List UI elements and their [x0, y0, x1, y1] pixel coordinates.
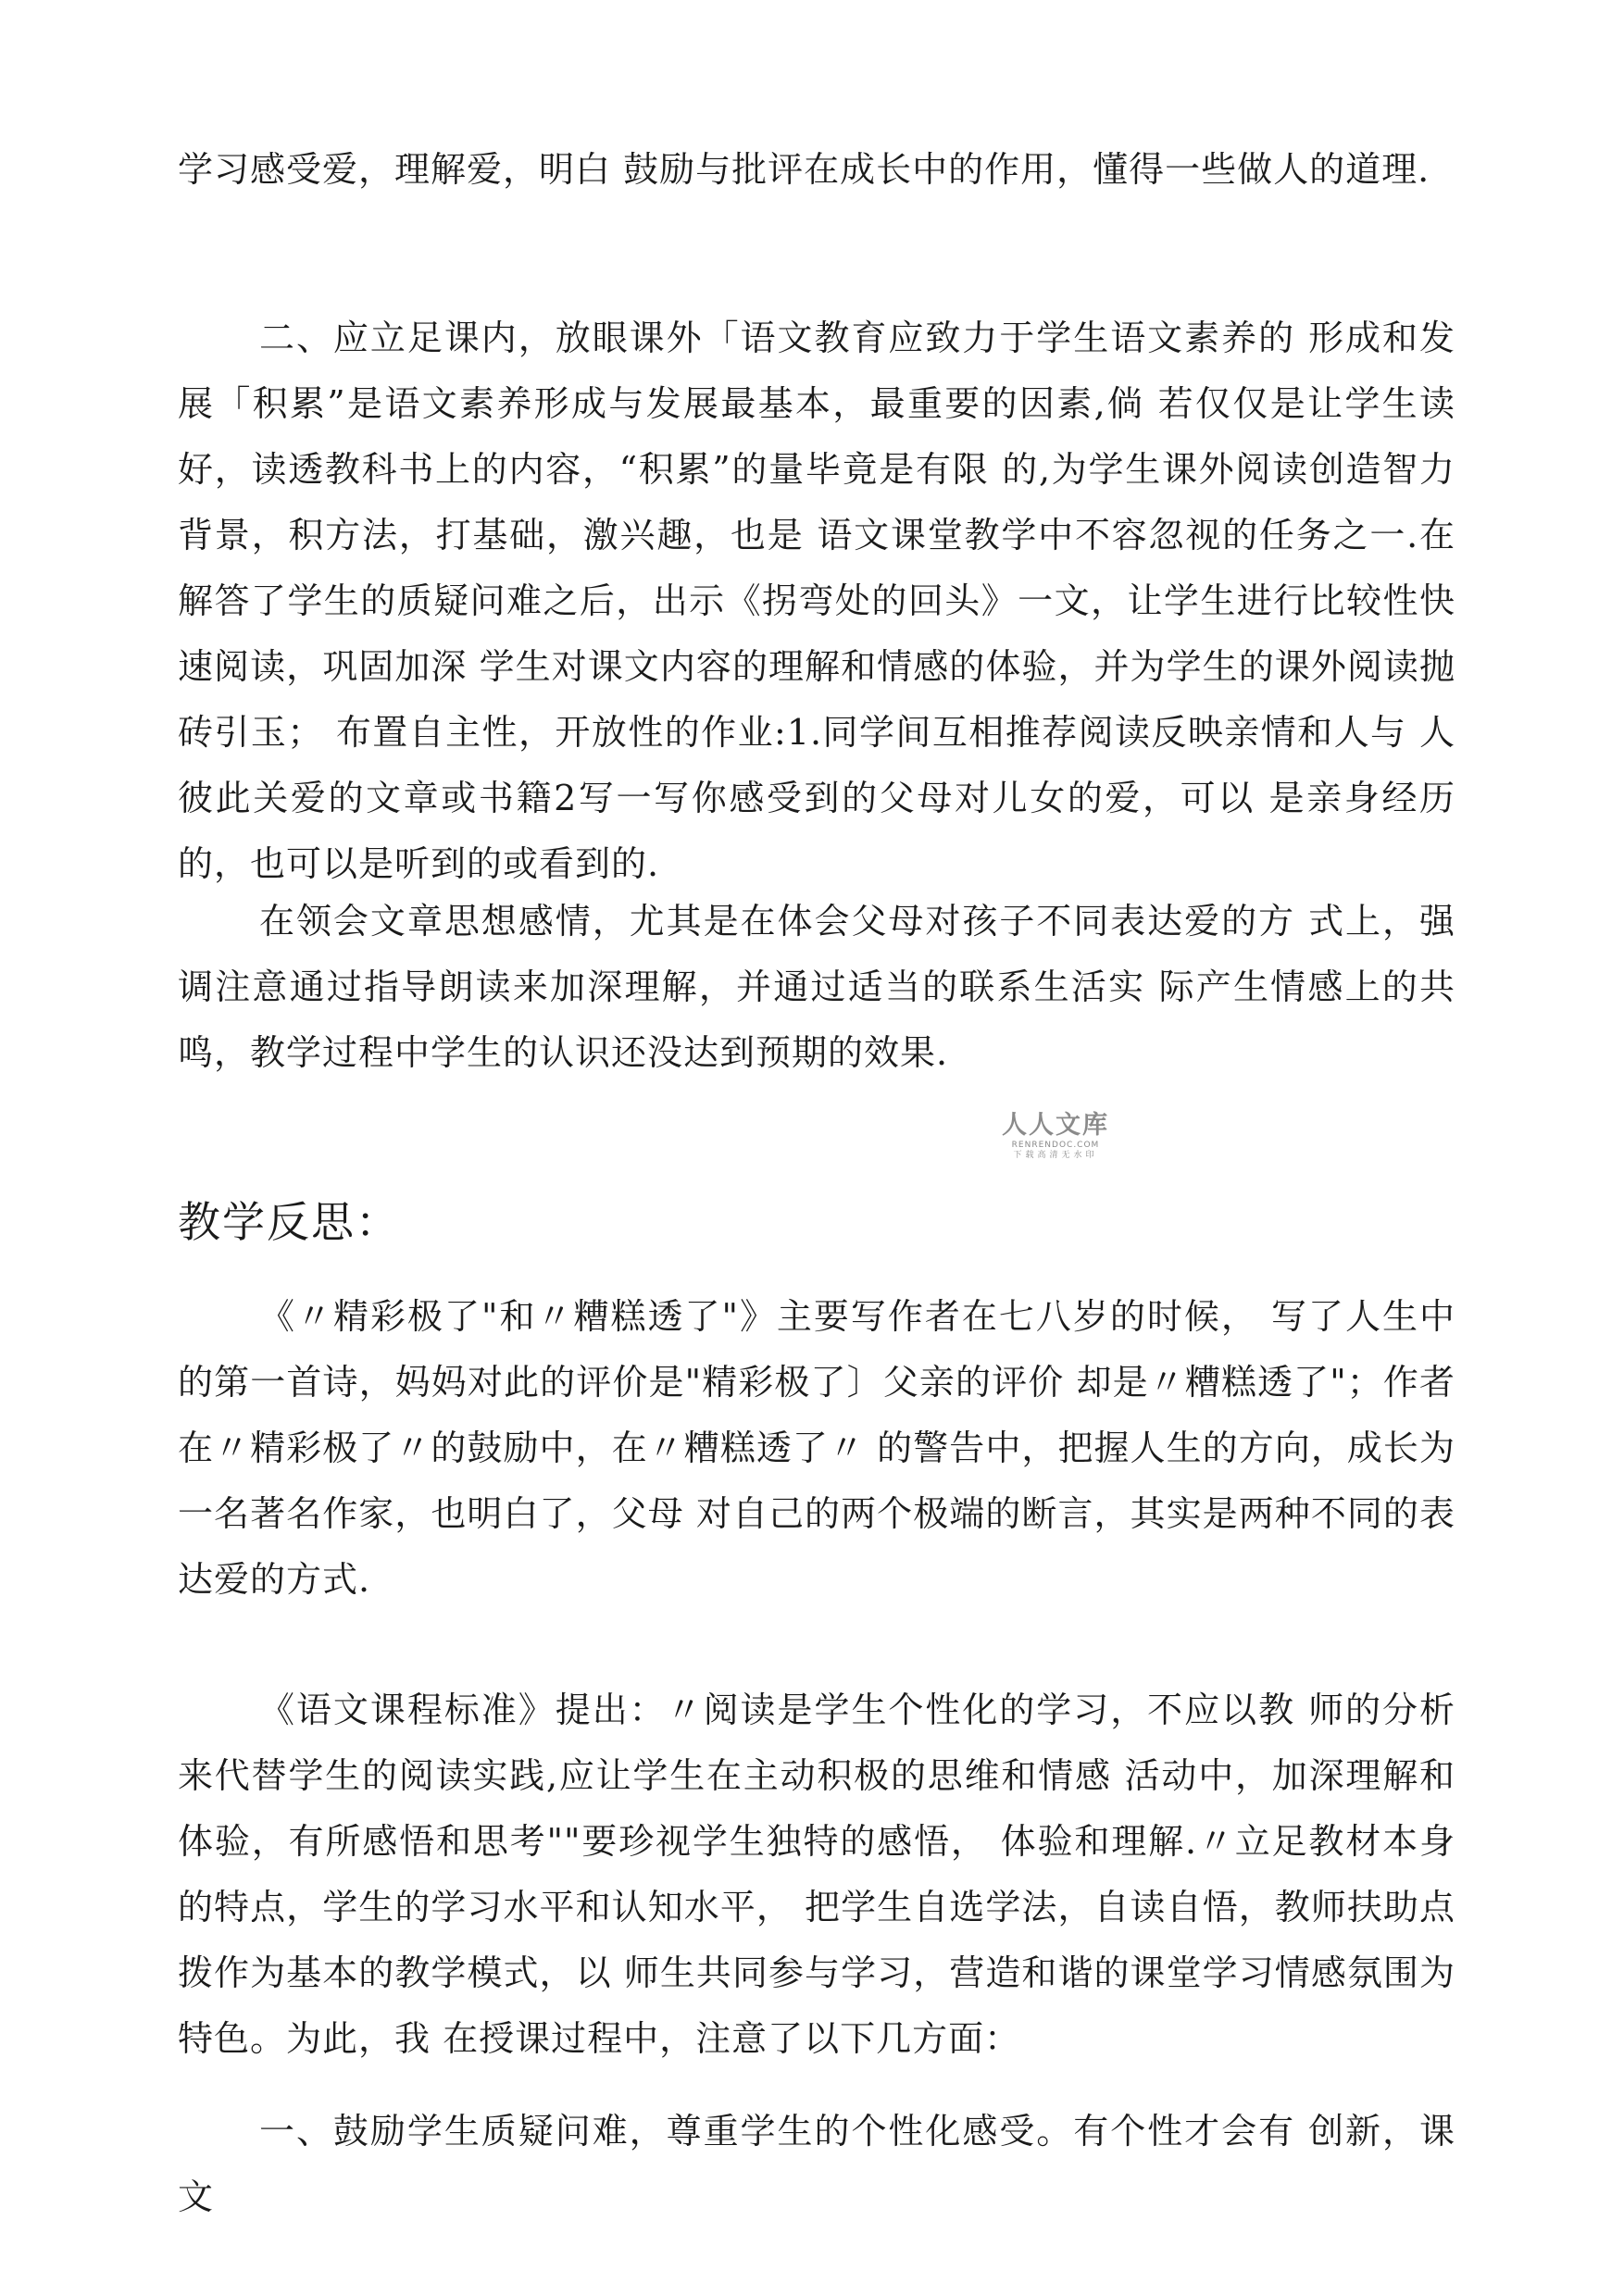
paragraph-1-block	[178, 137, 1455, 203]
watermark-logo	[991, 1111, 1120, 1161]
paragraph-2: 二、应立足课内，放眼课外「语文教育应致力于学生语文素养的 形成和发展「积累”是语文素养形成与发展最基本，最重要的因素,倘 若仅仅是让学生读好，读透教科书上的内容，“积累”的量毕竟是有限 的,为学生课外阅读创造智力背景，积方法，打基础，激兴趣，也是 语文课堂教学中不容忽视的任务之一.在解答了学生的质疑问难之后，出示《拐弯处的回头》一文，让学生进行比较性快速阅读，巩固加深 学生对课文内容的理解和情感的体验，并为学生的课外阅读抛砖引玉； 布置自主性，开放性的作业:1.同学间互相推荐阅读反映亲情和人与 人彼此关爱的文章或书籍2写一写你感受到的父母对儿女的爱，可以 是亲身经历的，也可以是听到的或看到的.	[178, 318, 1455, 884]
paragraph-2-block	[178, 306, 1455, 897]
paragraph-5-block	[178, 1678, 1455, 2072]
watermark-title: 人人文库	[1002, 1111, 1109, 1140]
paragraph-3: 在领会文章思想感情，尤其是在体会父母对孩子不同表达爱的方 式上，强调注意通过指导朗读来加深理解，并通过适当的联系生活实 际产生情感上的共鸣，教学过程中学生的认识还没达到预期的效果.	[178, 901, 1455, 1073]
section-heading: 教学反思：	[178, 1197, 400, 1247]
paragraph-1: 学习感受爱，理解爱，明白 鼓励与批评在成长中的作用，懂得一些做人的道理.	[178, 149, 1430, 190]
paragraph-3-block	[178, 889, 1455, 1086]
paragraph-5: 《语文课程标准》提出：〃阅读是学生个性化的学习，不应以教 师的分析来代替学生的阅读实践,应让学生在主动积极的思维和情感 活动中，加深理解和体验，有所感悟和思考""要珍视学生独特的感悟， 体验和理解.〃立足教材本身的特点，学生的学习水平和认知水平， 把学生自选学法，自读自悟，教师扶助点拨作为基本的教学模式，以 师生共同参与学习，营造和谐的课堂学习情感氛围为特色。为此，我 在授课过程中，注意了以下几方面：	[178, 1690, 1455, 2059]
watermark-url: RENRENDOC.COM	[1011, 1141, 1100, 1150]
paragraph-6-block	[178, 2099, 1455, 2230]
paragraph-4: 《〃精彩极了"和〃糟糕透了"》主要写作者在七八岁的时候， 写了人生中的第一首诗，妈妈对此的评价是"精彩极了〕父亲的评价 却是〃糟糕透了"；作者在〃精彩极了〃的鼓励中，在〃糟糕透了〃 的警告中，把握人生的方向，成长为一名著名作家，也明白了，父母 对自己的两个极端的断言，其实是两种不同的表达爱的方式.	[178, 1296, 1455, 1600]
watermark-tag: 下载高清无水印	[1013, 1151, 1098, 1160]
paragraph-6: 一、鼓励学生质疑问难，尊重学生的个性化感受。有个性才会有 创新，课文	[178, 2111, 1455, 2217]
paragraph-4-block	[178, 1284, 1455, 1613]
